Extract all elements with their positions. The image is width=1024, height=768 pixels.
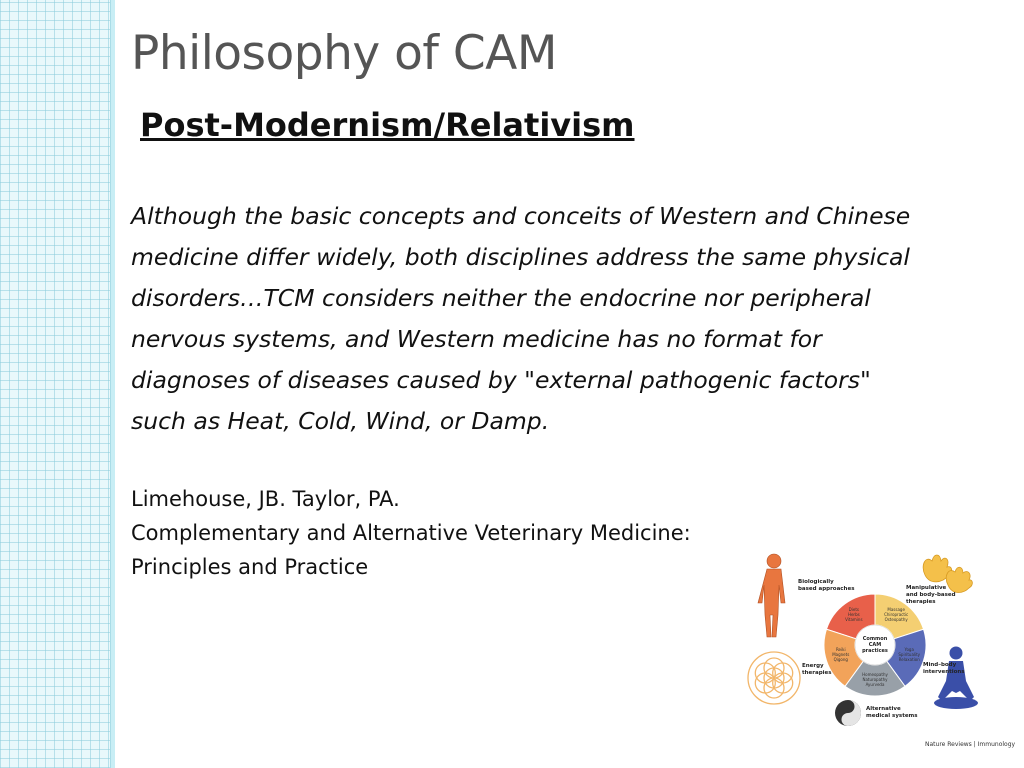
category-label-manipulative [906, 585, 956, 605]
donut-segment-label: Magnets [832, 652, 850, 658]
donut-segment-label: Chiropractic [884, 611, 909, 617]
category-label-line: and body-based [906, 592, 956, 598]
yin-yang-icon [835, 700, 861, 726]
sidebar-divider [110, 0, 115, 768]
donut-segment-label: Reiki [835, 647, 846, 653]
human-body-icon [758, 554, 785, 637]
quote-line: disorders…TCM considers neither the endocrine nor peripheral [131, 284, 871, 312]
donut-segment-label: Osteopathy [884, 616, 908, 622]
category-label-alternative-systems [866, 706, 918, 719]
category-label-line: therapies [906, 599, 936, 605]
category-label-line: medical systems [866, 713, 918, 719]
citation-title-line: Principles and Practice [131, 555, 369, 579]
quote-line: Although the basic concepts and conceits of Western and Chinese [131, 202, 911, 230]
quote-line: nervous systems, and Western medicine has no format for [131, 325, 822, 353]
citation-authors: Limehouse, JB. Taylor, PA. [131, 487, 400, 511]
donut-segment-label: Diets [848, 606, 859, 612]
category-label-line: Alternative [866, 706, 901, 712]
donut-segment-label: Ayurveda [865, 682, 885, 687]
slide-title: Philosophy of CAM [131, 26, 557, 81]
donut-segment-label: Qigong [833, 657, 848, 663]
center-label-line: CAM [868, 642, 882, 648]
donut-segment-label: Yoga [904, 647, 914, 653]
citation-title-line: Complementary and Alternative Veterinary Medicine: [131, 521, 691, 545]
category-label-line: Manipulative [906, 585, 947, 591]
donut-segment-label: Spirituality [898, 652, 921, 658]
cam-figure-svg [740, 545, 980, 755]
donut-segment-label: Herbs [847, 611, 860, 617]
center-label-line: Common [862, 636, 888, 642]
quote-line: such as Heat, Cold, Wind, or Damp. [131, 407, 550, 435]
slide-subtitle: Post-Modernism/Relativism [140, 106, 635, 144]
meditator-icon [934, 647, 978, 710]
category-label-line: Biologically [798, 579, 834, 585]
donut-segment-label: Vitamins [845, 616, 863, 622]
center-label-line: practices [862, 648, 888, 654]
figure-credit: Nature Reviews | Immunology [925, 741, 1016, 748]
quote-text [131, 196, 981, 442]
donut-segment-label: Homeopathy [862, 672, 888, 677]
flower-of-life-icon [748, 652, 800, 704]
donut-segment-label: Massage [887, 606, 905, 612]
quote-line: diagnoses of diseases caused by "external pathogenic factors" [131, 366, 871, 394]
cam-practices-figure [740, 545, 980, 755]
category-label-line: therapies [802, 670, 832, 676]
sidebar-grid-decoration [0, 0, 110, 768]
category-label-line: based approaches [798, 586, 855, 592]
citation [131, 482, 831, 584]
donut-segment-label: Naturopathy [862, 677, 888, 682]
category-label-biologically-based [798, 579, 855, 592]
category-label-line: Mind–body [923, 662, 957, 668]
donut-segment-label: Relaxation [898, 657, 920, 663]
category-label-line: Energy [802, 663, 824, 669]
quote-line: medicine differ widely, both disciplines address the same physical [131, 243, 910, 271]
category-label-line: interventions [923, 669, 965, 675]
